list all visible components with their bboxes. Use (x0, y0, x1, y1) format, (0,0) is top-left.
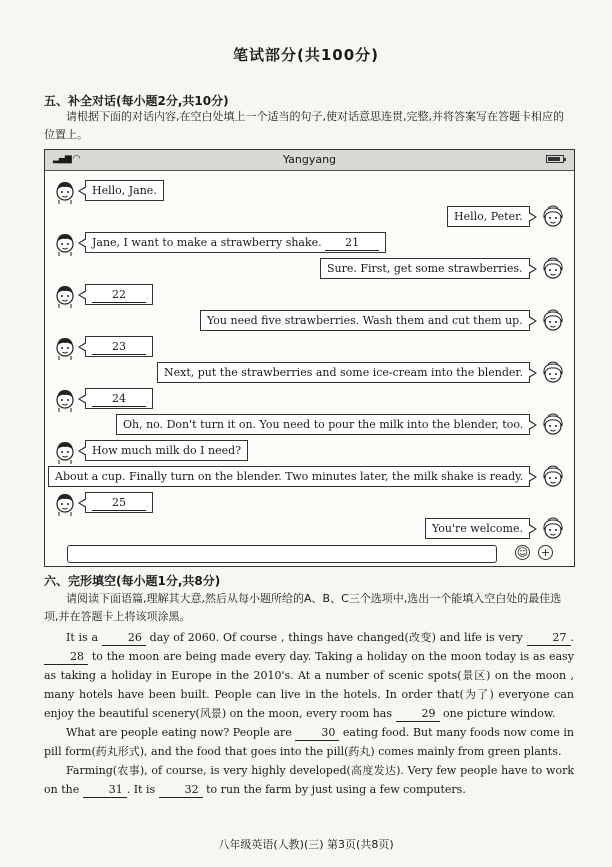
chat-message-4 (320, 258, 530, 279)
message-input[interactable] (67, 545, 497, 563)
blank-27[interactable]: 27 (527, 630, 571, 646)
chat-status-bar (45, 150, 574, 171)
blank-22[interactable]: 22 (92, 287, 146, 303)
message-text: Next, put the strawberries and some ice-cream into the blender. (164, 366, 523, 379)
jane-avatar (541, 308, 565, 334)
jane-avatar (541, 360, 565, 386)
section5-heading: 五、补全对话(每小题2分,共10分) (44, 94, 229, 108)
section6-instruction: 请阅读下面语篇,理解其大意,然后从每小题所给的A、B、C三个选项中,选出一个能填入空白处的最佳选项,并在答题卡上将该项涂黑。 (44, 592, 562, 623)
blank-23[interactable]: 23 (92, 339, 146, 355)
section6-heading: 六、完形填空(每小题1分,共8分) (44, 574, 221, 588)
chat-message-13 (85, 492, 153, 513)
peter-avatar (53, 490, 77, 516)
message-text: Sure. First, get some strawberries. (327, 262, 523, 275)
blank-25[interactable]: 25 (92, 495, 146, 511)
jane-avatar (541, 464, 565, 490)
blank-26[interactable]: 26 (102, 630, 146, 646)
jane-avatar (541, 516, 565, 542)
jane-avatar (541, 412, 565, 438)
message-text: You're welcome. (432, 522, 523, 535)
emoji-icon[interactable]: ☺ (516, 546, 529, 559)
chat-message-5 (85, 284, 153, 305)
chat-message-3 (85, 232, 386, 253)
peter-avatar (53, 386, 77, 412)
chat-message-6 (200, 310, 530, 331)
page-title: 笔试部分(共100分) (232, 46, 380, 64)
peter-avatar (53, 178, 77, 204)
message-text: Jane, I want to make a strawberry shake. (92, 236, 322, 249)
chat-message-1 (85, 180, 164, 201)
message-text: How much milk do I need? (92, 444, 242, 457)
blank-32[interactable]: 32 (159, 782, 203, 798)
jane-avatar (541, 204, 565, 230)
signal-icon: ▂▄▆ ◠ (53, 154, 80, 164)
blank-31[interactable]: 31 (83, 782, 127, 798)
blank-29[interactable]: 29 (396, 706, 440, 722)
chat-message-14 (425, 518, 530, 539)
peter-avatar (53, 282, 77, 308)
section5-instruction: 请根据下面的对话内容,在空白处填上一个适当的句子,使对话意思连贯,完整,并将答案写在答题卡相应的位置上。 (44, 110, 564, 141)
page-footer: 八年级英语(人教)(三) 第3页(共8页) (218, 838, 394, 851)
passage-paragraph-2: What are people eating now? People are 30 eating food. But many foods now come in pill form(药丸形式), and the food that goes into the pill(药丸) comes mainly from green plants. (44, 726, 574, 758)
passage-paragraph-3: Farming(农事), of course, is very highly developed(高度发达). Very few people have to work on the 31 . It is 32 to run the farm by just using a few computers. (44, 764, 574, 796)
blank-24[interactable]: 24 (92, 391, 146, 407)
blank-28[interactable]: 28 (44, 649, 88, 665)
peter-avatar (53, 438, 77, 464)
add-icon[interactable]: + (538, 545, 553, 560)
chat-message-11 (85, 440, 248, 461)
chat-message-2 (447, 206, 530, 227)
battery-icon (546, 155, 564, 163)
message-text: You need five strawberries. Wash them and cut them up. (207, 314, 523, 327)
message-text: About a cup. Finally turn on the blender. Two minutes later, the milk shake is ready. (55, 470, 524, 483)
chat-message-10 (116, 414, 530, 435)
message-text: Oh, no. Don't turn it on. You need to pour the milk into the blender, too. (123, 418, 524, 431)
cloze-passage (44, 628, 574, 799)
peter-avatar (53, 230, 77, 256)
message-text: Hello, Jane. (92, 184, 157, 197)
blank-21[interactable]: 21 (325, 235, 379, 251)
chat-message-12 (48, 466, 530, 487)
peter-avatar (53, 334, 77, 360)
blank-30[interactable]: 30 (295, 725, 339, 741)
jane-avatar (541, 256, 565, 282)
chat-title: Yangyang (282, 153, 337, 166)
passage-paragraph-1: It is a 26 day of 2060. Of course , things have changed(改变) and life is very 27 . 28 to the moon are being made every day. Taking a holiday on the moon today is as easy as taking a holiday in Europe in the 2010's. At a number of scenic spots(景区) on the moon , many hotels have been built. People can live in the hotels. In order that(为了) everyone can enjoy the beautiful scenery(风景) on the moon, every room has 29 one picture window. (44, 631, 575, 720)
chat-window (44, 149, 575, 567)
chat-message-8 (157, 362, 530, 383)
message-text: Hello, Peter. (454, 210, 523, 223)
chat-message-7 (85, 336, 153, 357)
chat-message-9 (85, 388, 153, 409)
